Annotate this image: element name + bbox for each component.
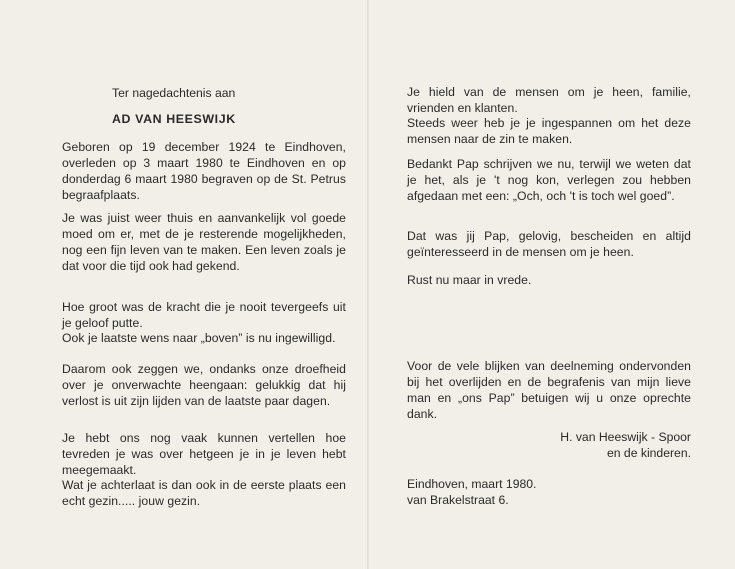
right-paragraph-5: Rust nu maar in vrede.	[407, 273, 532, 287]
paragraph-6: Je hebt ons nog vaak kunnen vertellen hoe tevreden je was over hetgeen je in je leven hebt meegemaakt.	[62, 431, 346, 477]
signature-line-2: en de kinderen.	[606, 446, 691, 460]
intro-line: Ter nagedachtenis aan	[112, 86, 236, 100]
thanks-paragraph: Voor de vele blijken van deelneming ondervonden bij het overlijden en de begrafenis van mijn lieve man en „ons Pap” betuigen wij u onze oprechte dank.	[407, 359, 691, 421]
right-paragraph-3: Bedankt Pap schrijven we nu, terwijl we weten dat je het, als je 't nog kon, verlegen zou hebben afgedaan met een: „Och, och 't is toch wel goed”.	[407, 157, 691, 203]
paragraph-2: Je was juist weer thuis en aanvankelijk vol goede moed om er, met de je resterende mogelijkheden, nog een fijn leven van te maken. Een leven zoals je dat voor die tijd ook had gekend.	[62, 211, 346, 273]
center-fold	[367, 0, 369, 569]
birth-death-paragraph: Geboren op 19 december 1924 te Eindhoven, overleden op 3 maart 1980 te Eindhoven en op donderdag 6 maart 1980 begraven op de St. Petrus begraafplaats.	[62, 140, 346, 202]
deceased-name: AD VAN HEESWIJK	[112, 112, 236, 126]
right-paragraph-1: Je hield van de mensen om je heen, familie, vrienden en klanten.	[407, 85, 691, 115]
place-date: Eindhoven, maart 1980.	[407, 477, 537, 491]
paragraph-3: Hoe groot was de kracht die je nooit tevergeefs uit je geloof putte.	[62, 300, 346, 330]
signature-line-1: H. van Heeswijk - Spoor	[560, 430, 691, 444]
paragraph-7: Wat je achterlaat is dan ook in de eerste plaats een echt gezin..... jouw gezin.	[62, 478, 346, 508]
address: van Brakelstraat 6.	[407, 493, 509, 507]
right-paragraph-4: Dat was jij Pap, gelovig, bescheiden en altijd geïnteresseerd in de mensen om je heen.	[407, 229, 691, 259]
paragraph-5: Daarom ook zeggen we, ondanks onze droefheid over je onverwachte heengaan: gelukkig dat hij verlost is uit zijn lijden van de laatste paar dagen.	[62, 362, 346, 408]
paragraph-4: Ook je laatste wens naar „boven” is nu ingewilligd.	[62, 331, 336, 345]
right-paragraph-2: Steeds weer heb je je ingespannen om het deze mensen naar de zin te maken.	[407, 116, 691, 146]
